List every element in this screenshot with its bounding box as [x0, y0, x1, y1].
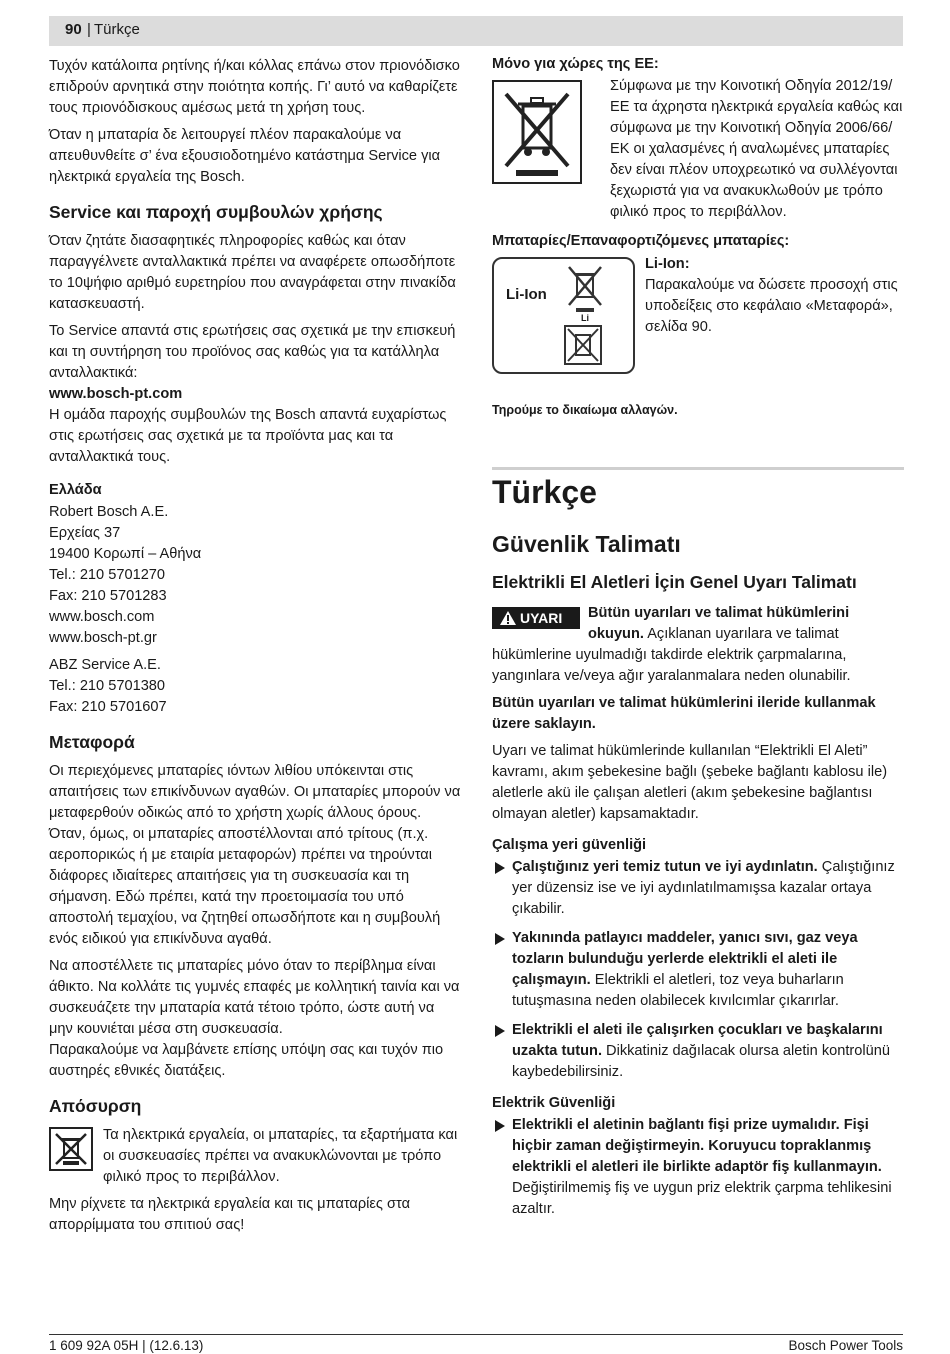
eu-row	[492, 80, 904, 229]
liion-text-block	[645, 254, 904, 374]
bullet-text: Dikkatiniz dağılacak olursa aletin kontrolünü kaybedebilirsiniz.	[512, 1043, 890, 1080]
address-line: Fax: 210 5701283	[49, 588, 167, 604]
address-line[interactable]: www.bosch-pt.gr	[49, 630, 157, 646]
list-item	[492, 928, 904, 1012]
address-line: 19400 Κορωπί – Αθήνα	[49, 546, 202, 562]
warning-badge	[492, 607, 580, 629]
paragraph: Όταν, όμως, οι μπαταρίες αποστέλλονται από τρίτους (π.χ. αεροπορικώς ή με εταιρία μεταφορών) πρέπει να τηρούνται διάφορες ιδιαίτερες απαιτήσεις για τη συσκευασία και τη σήμανση. Εδώ πρέπει, κατά την προετοιμασία του υπό αποστολή τεμαχίου, να ζητηθεί οπωσδήποτε και η συμβουλή ενός ειδικού για επικίνδυνα αγαθά.	[49, 826, 441, 947]
safety-title: Güvenlik Talimatı	[492, 531, 681, 557]
bullet-bold: Elektrikli el aleti ile çalışırken çocukları ve başkalarını uzakta tutun.	[512, 1022, 883, 1059]
footer-divider	[49, 1334, 903, 1335]
address-line: Tel.: 210 5701380	[49, 678, 166, 694]
rights-note: Τηρούμε το δικαίωμα αλλαγών.	[492, 403, 678, 417]
section-divider	[492, 467, 904, 470]
crossed-bin-icon	[49, 1127, 93, 1171]
footer-doc-code: 1 609 92A 05H | (12.6.13)	[49, 1338, 204, 1353]
country-heading: Ελλάδα	[49, 482, 102, 498]
battery-heading: Μπαταρίες/Επαναφορτιζόμενες μπαταρίες:	[492, 233, 790, 249]
paragraph: Η ομάδα παροχής συμβουλών της Bosch απαντά ευχαρίστως στις ερωτήσεις σας σχετικά με τα προϊόντα μας και τα ανταλλακτικά τους.	[49, 407, 447, 465]
service-url[interactable]: www.bosch-pt.com	[49, 386, 183, 402]
paragraph: Το Service απαντά στις ερωτήσεις σας σχετικά με την επισκευή και τη συντήρηση του προϊόνος σας καθώς για τα κατάλληλα ανταλλακτικά:	[49, 323, 456, 381]
warning-triangle-icon	[500, 611, 516, 625]
bullet-arrow-icon	[495, 933, 505, 945]
paragraph: Μην ρίχνετε τα ηλεκτρικά εργαλεία και τις μπαταρίες στα απορρίμματα του σπιτιού σας!	[49, 1196, 411, 1233]
warning-badge-label: UYARI	[520, 609, 563, 626]
liion-sub-label: Li	[581, 313, 589, 323]
page-header	[49, 16, 903, 46]
left-column	[49, 56, 461, 1242]
paragraph: Τυχόν κατάλοιπα ρητίνης ή/και κόλλας επάνω στον πριονόδισκο επιδρούν αρνητικά στην ποιότητα κοπής. Γι’ αυτό να καθαρίζετε τους πριονόδισκους αμέσως μετά τη χρήση τους.	[49, 58, 460, 116]
service-heading: Service και παροχή συμβουλών χρήσης	[49, 202, 383, 222]
paragraph: Οι περιεχόμενες μπαταρίες ιόντων λιθίου υπόκεινται στις απαιτήσεις των επικίνδυνων αγαθών. Οι μπαταρίες μπορούν να μεταφερθούν οδικώς από το χρήστη χωρίς άλλους όρους.	[49, 763, 461, 821]
header-separator: |	[87, 21, 91, 38]
bullet-bold: Çalıştığınız yeri temiz tutun ve iyi aydınlatın.	[512, 859, 818, 875]
right-column	[492, 56, 904, 1228]
paragraph: Παρακαλούμε να λαμβάνετε επίσης υπόψη σας και τυχόν πιο αυστηρές εθνικές διατάξεις.	[49, 1042, 444, 1079]
address-line: Robert Bosch A.E.	[49, 504, 169, 520]
footer-brand: Bosch Power Tools	[788, 1338, 903, 1353]
bullet-text: Çalıştığınız yer düzensiz ise ve iyi aydınlatılmamışsa kazalar ortaya çıkabilir.	[512, 859, 895, 917]
weee-bin-icon	[492, 80, 582, 184]
warning-paragraph	[492, 603, 904, 687]
liion-recycle-icon	[492, 257, 635, 374]
address-block	[49, 502, 461, 649]
eu-text: Σύμφωνα με την Κοινοτική Οδηγία 2012/19/ΕΕ τα άχρηστα ηλεκτρικά εργαλεία καθώς και σύμφωνα με την Κοινοτική Οδηγία 2006/66/ΕΚ οι χαλασμένες ή αναλωμένες μπαταρίες δεν είναι πλέον υποχρεωτικό να συλλέγονται ξεχωριστά για να ανακυκλωθούν με τρόπο φιλικό προς το περιβάλλον.	[610, 78, 903, 220]
paragraph: Όταν η μπαταρία δε λειτουργεί πλέον παρακαλούμε να απευθυνθείτε σ’ ένα εξουσιοδοτημένο κατάστημα Service για ηλεκτρικά εργαλεία της Bosch.	[49, 127, 441, 185]
warning-text: Açıklanan uyarılara ve talimat hükümlerine uyulmadığı takdirde elektrik çarpmalarına, yangınlara ve/veya ağır yaralanmalara neden olunabilir.	[492, 626, 851, 684]
paragraph: Όταν ζητάτε διασαφητικές πληροφορίες καθώς και όταν παραγγέλνετε ανταλλακτικά πρέπει να αναφέρετε οπωσδήποτε το 10ψήφιο αριθμό ευρετηρίου που αναγράφεται στην πινακίδα κατασκευαστή.	[49, 233, 456, 312]
address-line: Tel.: 210 5701270	[49, 567, 166, 583]
bullet-text: Değiştirilmemiş fiş ve uygun priz elektrik çarpma tehlikesini azaltır.	[512, 1180, 892, 1217]
page-number: 90	[65, 21, 82, 38]
bullet-arrow-icon	[495, 1120, 505, 1132]
warning-bold: Bütün uyarıları ve talimat hükümlerini okuyun.	[588, 605, 850, 642]
general-warnings-title: Elektrikli El Aletleri İçin Genel Uyarı Talimatı	[492, 572, 857, 592]
bullet-arrow-icon	[495, 862, 505, 874]
transport-heading: Μεταφορά	[49, 732, 135, 752]
eu-heading: Μόνο για χώρες της ΕΕ:	[492, 56, 659, 72]
list-item	[492, 1020, 904, 1083]
language-title: Türkçe	[492, 474, 597, 510]
keep-instructions: Bütün uyarıları ve talimat hükümlerini ileride kullanmak üzere saklayın.	[492, 695, 876, 732]
header-language: Türkçe	[94, 21, 140, 38]
list-item	[492, 1115, 904, 1220]
liion-label: Li-Ion	[506, 286, 547, 303]
bullet-bold: Elektrikli el aletinin bağlantı fişi prize uymalıdır. Fişi hiçbir zaman değiştirmeyin. Koruyucu topraklanmış elektrikli el aletleri ile birlikte adaptör fiş kullanmayın.	[512, 1117, 882, 1175]
bullet-bold: Yakınında patlayıcı maddeler, yanıcı sıvı, gaz veya tozların bulunduğu yerlerde elektrikli el aleti ile çalışmayın.	[512, 930, 858, 988]
paragraph: Τα ηλεκτρικά εργαλεία, οι μπαταρίες, τα εξαρτήματα και οι συσκευασίες πρέπει να ανακυκλώνονται με τρόπο φιλικό προς το περιβάλλον.	[103, 1127, 458, 1185]
address-line: ABZ Service A.E.	[49, 657, 161, 673]
liion-text: Παρακαλούμε να δώσετε προσοχή στις υποδείξεις στο κεφάλαιο «Μεταφορά», σελίδα 90.	[645, 277, 898, 335]
bullet-text: Elektrikli el aletleri, toz veya buharların tutuşmasına neden olabilecek kıvılcımlar çıkarırlar.	[512, 972, 844, 1009]
work-area-heading: Çalışma yeri güvenliği	[492, 837, 647, 853]
liion-heading: Li-Ion:	[645, 256, 690, 272]
address-line: Ερχείας 37	[49, 525, 121, 541]
address-line[interactable]: www.bosch.com	[49, 609, 155, 625]
disposal-heading: Απόσυρση	[49, 1096, 142, 1116]
bullet-arrow-icon	[495, 1025, 505, 1037]
address-block	[49, 655, 461, 718]
paragraph: Να αποστέλλετε τις μπαταρίες μόνο όταν το περίβλημα είναι άθικτο. Να κολλάτε τις γυμνές επαφές με κολλητική ταινία και να συσκευάζετε την μπαταρία κατά τέτοιο τρόπο, ώστε αυτή να μην κουνιέται μέσα στη συσκευασία.	[49, 958, 460, 1037]
definition-text: Uyarı ve talimat hükümlerinde kullanılan “Elektrikli El Aleti” kavramı, akım şebekesine bağlı (şebeke bağlantı kablosu ile) aletlerle akü ile çalışan aletleri (akım şebekesine bağlantısı olmayan aletler) kapsamaktadır.	[492, 743, 888, 822]
address-line: Fax: 210 5701607	[49, 699, 167, 715]
disposal-row	[49, 1125, 461, 1194]
list-item	[492, 857, 904, 920]
liion-row	[492, 257, 904, 374]
electrical-safety-heading: Elektrik Güvenliği	[492, 1095, 616, 1111]
